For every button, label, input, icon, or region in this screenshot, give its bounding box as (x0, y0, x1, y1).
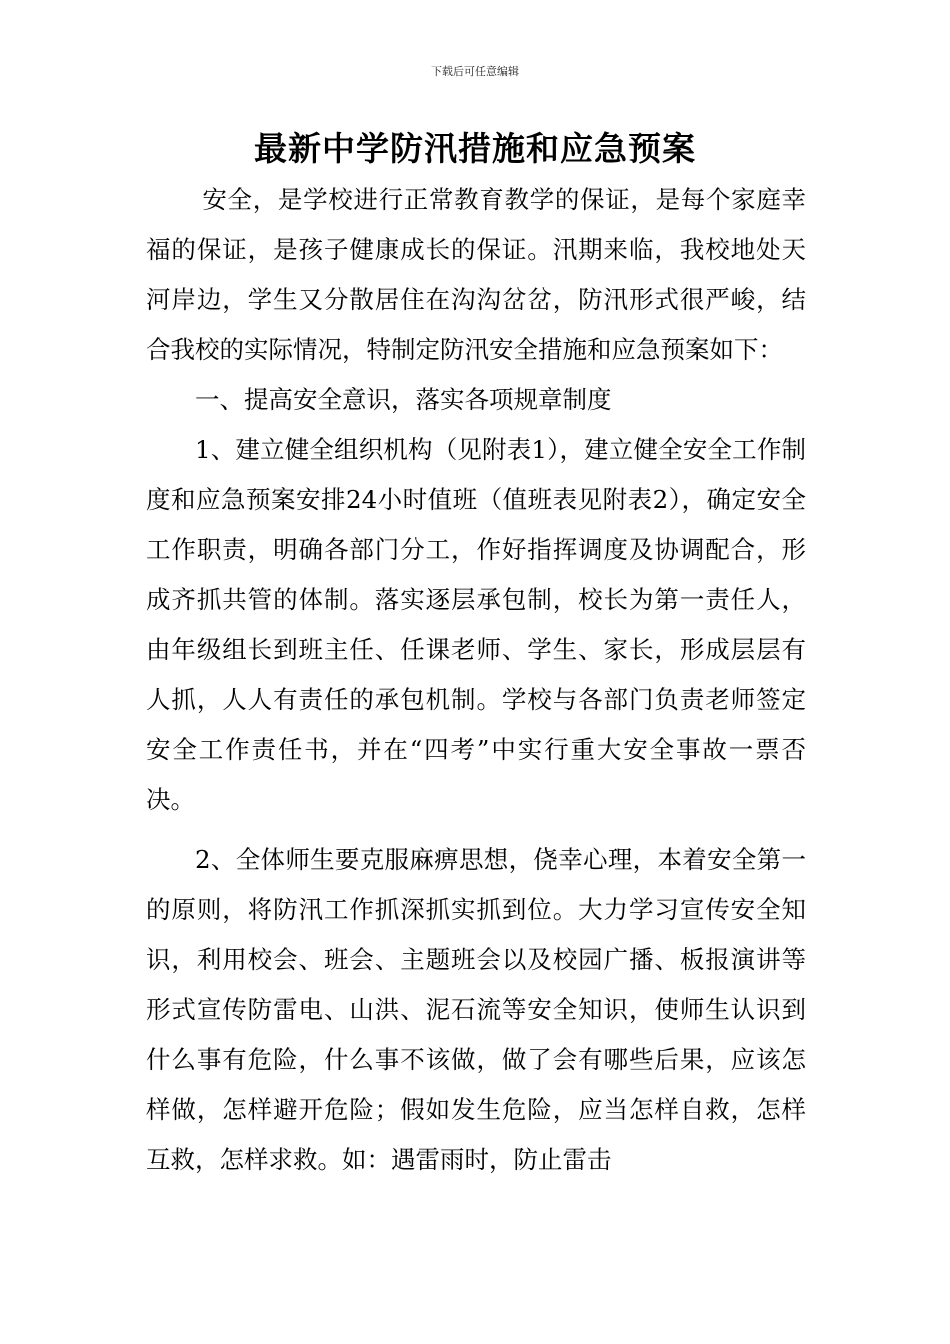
document-body (146, 175, 806, 1185)
paragraph-intro: 安全，是学校进行正常教育教学的保证，是每个家庭幸福的保证，是孩子健康成长的保证。汛期来临，我校地处天河岸边，学生又分散居住在沟沟岔岔，防汛形式很严峻，结合我校的实际情况，特制定防汛安全措施和应急预案如下： (146, 185, 806, 364)
document-title: 最新中学防汛措施和应急预案 (254, 129, 696, 168)
paragraph-item-2: 2、全体师生要克服麻痹思想，侥幸心理，本着安全第一的原则，将防汛工作抓深抓实抓到位。大力学习宣传安全知识，利用校会、班会、主题班会以及校园广播、板报演讲等形式宣传防雷电、山洪、泥石流等安全知识，使师生认识到什么事有危险，什么事不该做，做了会有哪些后果，应该怎样做，怎样避开危险；假如发生危险，应当怎样自救，怎样互救，怎样求救。如：遇雷雨时，防止雷击 (146, 845, 806, 1174)
header-note: 下载后可任意编辑 (431, 65, 519, 78)
paragraph-item-1: 1、建立健全组织机构（见附表1），建立健全安全工作制度和应急预案安排24小时值班（值班表见附表2），确定安全工作职责，明确各部门分工，作好指挥调度及协调配合，形成齐抓共管的体制。落实逐层承包制，校长为第一责任人，由年级组长到班主任、任课老师、学生、家长，形成层层有人抓，人人有责任的承包机制。学校与各部门负责老师签定安全工作责任书，并在“四考”中实行重大安全事故一票否决。 (146, 435, 806, 814)
section-heading-1: 一、提高安全意识，落实各项规章制度 (195, 385, 612, 414)
